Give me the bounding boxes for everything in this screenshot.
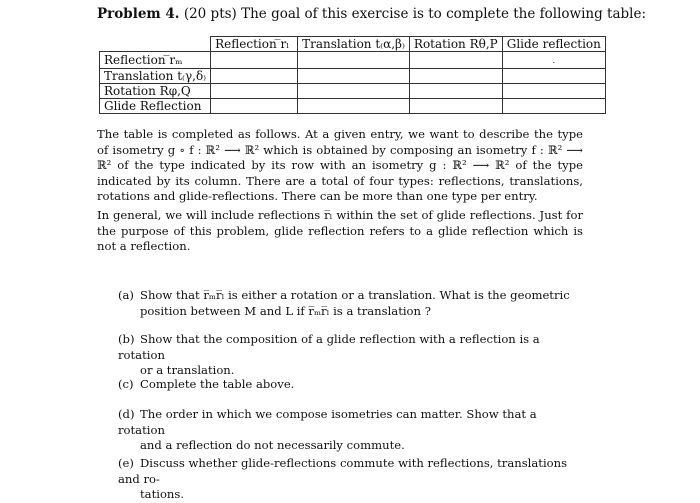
table-row — [100, 84, 606, 99]
table-cell — [298, 69, 410, 84]
table-cell — [298, 52, 410, 69]
item-label: (e) — [118, 456, 134, 470]
item-label: (d) — [118, 407, 135, 421]
row-header: Reflection ̅rₘ — [100, 52, 211, 69]
item-text: Show that r̅ₘr̅ₗ is either a rotation or a translation. What is the geometric — [140, 288, 570, 302]
table-row — [100, 52, 606, 69]
column-header: Glide reflection — [502, 37, 605, 52]
item-label: (a) — [118, 288, 134, 302]
problem-heading — [97, 6, 646, 22]
table-cell — [211, 84, 298, 99]
item-text: Complete the table above. — [140, 377, 295, 391]
list-item — [118, 377, 584, 393]
problem-label: Problem 4. — [97, 6, 180, 22]
problem-points: (20 pts) — [183, 6, 237, 22]
table-cell — [298, 84, 410, 99]
row-header: Translation t₍γ,δ₎ — [100, 69, 211, 84]
column-header: Translation t₍α,β₎ — [298, 37, 410, 52]
table-cell — [409, 69, 502, 84]
item-text-continued: tations. — [140, 487, 185, 502]
table-cell — [409, 84, 502, 99]
item-label: (c) — [118, 377, 134, 391]
isometry-table — [99, 36, 606, 114]
table-cell — [211, 52, 298, 69]
list-item — [118, 407, 584, 454]
table-cell — [502, 52, 605, 69]
column-header: Rotation Rθ,P — [409, 37, 502, 52]
problem-intro: The goal of this exercise is to complete the following table: — [241, 6, 647, 22]
table-corner-cell — [100, 37, 211, 52]
table-cell — [211, 99, 298, 114]
table-header-row — [100, 37, 606, 52]
item-text: The order in which we compose isometries can matter. Show that a rotation — [118, 407, 537, 437]
instructions-paragraph: The table is completed as follows. At a given entry, we want to describe the type of isometry g ∘ f : ℝ² ⟶ ℝ² which is obtained by composing an isometry f : ℝ² ⟶ ℝ² of the type indicated by its row with an isometry g : ℝ² ⟶ ℝ² of the type indicated by its column. There are a total of four types: reflections, translations, rotations and glide-reflections. There can be more than one type per entry. — [97, 127, 583, 204]
list-item — [118, 288, 584, 319]
row-header: Rotation Rφ,Q — [100, 84, 211, 99]
table-cell — [502, 99, 605, 114]
item-text: Discuss whether glide-reflections commute with reflections, translations and ro- — [118, 456, 568, 486]
list-item — [118, 456, 584, 503]
item-text-continued: or a translation. — [140, 363, 235, 378]
column-header: Reflection ̅rₗ — [211, 37, 298, 52]
item-text-continued: and a reflection do not necessarily commute. — [140, 438, 405, 453]
table-cell — [502, 84, 605, 99]
table-cell — [211, 69, 298, 84]
item-text: Show that the composition of a glide reflection with a reflection is a rotation — [118, 332, 540, 362]
table-row — [100, 99, 606, 114]
item-label: (b) — [118, 332, 135, 346]
item-text-continued: position between M and L if r̅ₘr̅ₗ is a translation ? — [140, 303, 431, 318]
cell-mark: . — [552, 56, 556, 65]
row-header: Glide Reflection — [100, 99, 211, 114]
table-cell — [298, 99, 410, 114]
definition-paragraph: In general, we will include reflections r̅ₗ within the set of glide reflections. Just for the purpose of this problem, glide reflection refers to a glide reflection which is not a reflection. — [97, 208, 583, 254]
table-row — [100, 69, 606, 84]
table-cell — [502, 69, 605, 84]
table-cell — [409, 52, 502, 69]
list-item — [118, 332, 584, 379]
table-cell — [409, 99, 502, 114]
